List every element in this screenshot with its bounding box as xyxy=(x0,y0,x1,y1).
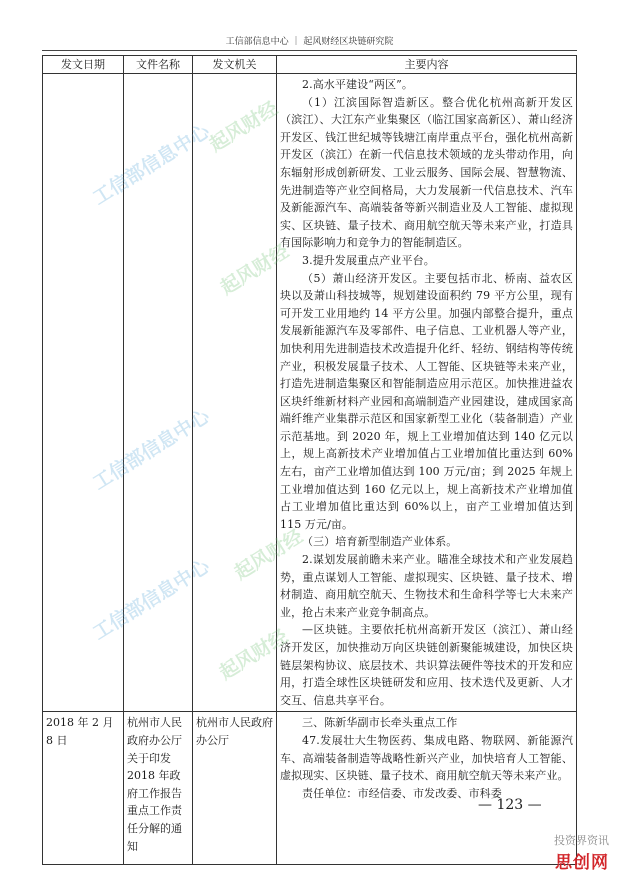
watermark-brand: 起风财经 xyxy=(215,625,292,685)
logo-top-text: 投资界资讯 xyxy=(554,834,609,847)
table-row xyxy=(43,712,577,865)
content-paragraph: （5）萧山经济开发区。主要包括市北、桥南、益农区块以及萧山科技城等，规划建设面积约 79 平方公里，现有可开发工业用地约 14 平方公里。加强内部整合提升，重点发展新能源汽车及零部件、电子信息、工业机器人等产业，加快利用先进制造技术改造提升化纤、轻纺、钢结构等传统产业，积极发展量子技术、人工智能、区块链等未来产业，打造先进制造集聚区和智能制造应用示范区。加快推进益农区块纤维新材料产业园和高端制造产业园建设，建成国家高端纤维产业集群示范区和国家新型工业化（装备制造）产业示范基地。到 2020 年，规上工业增加值达到 140 亿元以上，规上高新技术产业增加值占工业增加值比重达到 60%左右，亩产工业增加值达到 100 万元/亩；到 2025 年规上工业增加值达到 160 亿元以上，规上高新技术产业增加值占工业增加值比重达到 60%以上，亩产工业增加值达到 115 万元/亩。 xyxy=(280,271,573,531)
content-paragraph: （三）培育新型制造产业体系。 xyxy=(302,535,458,549)
cell-issuer xyxy=(193,74,277,712)
column-header-content: 主要内容 xyxy=(277,56,577,74)
table-header-row xyxy=(43,56,577,74)
watermark-center: 工信部信息中心 xyxy=(89,120,214,210)
content-paragraph: 47.发展壮大生物医药、集成电路、物联网、新能源汽车、高端装备制造等战略性新兴产业，加快培育人工智能、虚拟现实、区块链、量子技术、商用航空航天等未来产业。 xyxy=(280,733,573,783)
page-header: 工信部信息中心 ｜ 起风财经区块链研究院 xyxy=(225,37,394,47)
watermark-brand: 起风财经 xyxy=(230,525,307,585)
content-paragraph: 3.提升发展重点产业平台。 xyxy=(302,253,435,267)
watermark-center: 工信部信息中心 xyxy=(89,405,214,495)
content-paragraph: 2.谋划发展前瞻未来产业。瞄准全球技术和产业发展趋势，重点谋划人工智能、虚拟现实、区块链、量子技术、增材制造、商用航空航天、生物技术和生命科学等七大未来产业，抢占未来产业竞争制高点。 xyxy=(280,553,573,619)
content-paragraph: 2.高水平建设“两区”。 xyxy=(302,78,413,91)
watermark-center: 工信部信息中心 xyxy=(89,555,214,645)
column-header-issuer: 发文机关 xyxy=(193,56,277,74)
page-number: — 123 — xyxy=(478,797,542,813)
cell-date: 2018 年 2 月 8 日 xyxy=(43,712,124,865)
column-header-file-name: 文件名称 xyxy=(124,56,193,74)
cell-file-name: 杭州市人民政府办公厅关于印发 2018 年政府工作报告重点工作责任分解的通知 xyxy=(124,712,193,865)
publisher-logo xyxy=(509,832,609,873)
header-rule xyxy=(42,50,577,51)
logo-bottom-text: 思创网 xyxy=(555,853,609,873)
content-paragraph: —区块链。主要依托杭州高新开发区（滨江）、萧山经济开发区，加快推动万向区块链创新聚能城建设，加快区块链层架构协议、底层技术、共识算法硬件等技术的开发和应用，打造全球性区块链研发和应用、技术迭代及更新、人才交互、信息共享平台。 xyxy=(280,623,573,707)
watermark-brand: 起风财经 xyxy=(216,240,293,300)
content-paragraph: 责任单位：市经信委、市发改委、市科委 xyxy=(302,786,502,800)
column-header-date: 发文日期 xyxy=(43,56,124,74)
watermark-brand: 起风财经 xyxy=(205,97,282,157)
content-paragraph: 三、陈新华副市长牵头重点工作 xyxy=(302,716,458,730)
content-paragraph: （1）江滨国际智造新区。整合优化杭州高新开发区（滨江）、大江东产业集聚区（临江国家高新区）、萧山经济开发区、钱江世纪城等钱塘江南岸重点平台，强化杭州高新开发区（滨江）在新一代信息技术领域的龙头带动作用，向东辐射形成创新研发、工业云服务、国际会展、智慧物流、先进制造等产业空间格局，大力发展新一代信息技术、汽车及新能源汽车、高端装备等新兴制造业及人工智能、虚拟现实、区块链、量子技术、商用航空航天等未来产业，打造具有国际影响力和竞争力的智能制造区。 xyxy=(280,95,573,250)
cell-issuer: 杭州市人民政府办公厅 xyxy=(193,712,277,865)
cell-content xyxy=(277,74,577,712)
